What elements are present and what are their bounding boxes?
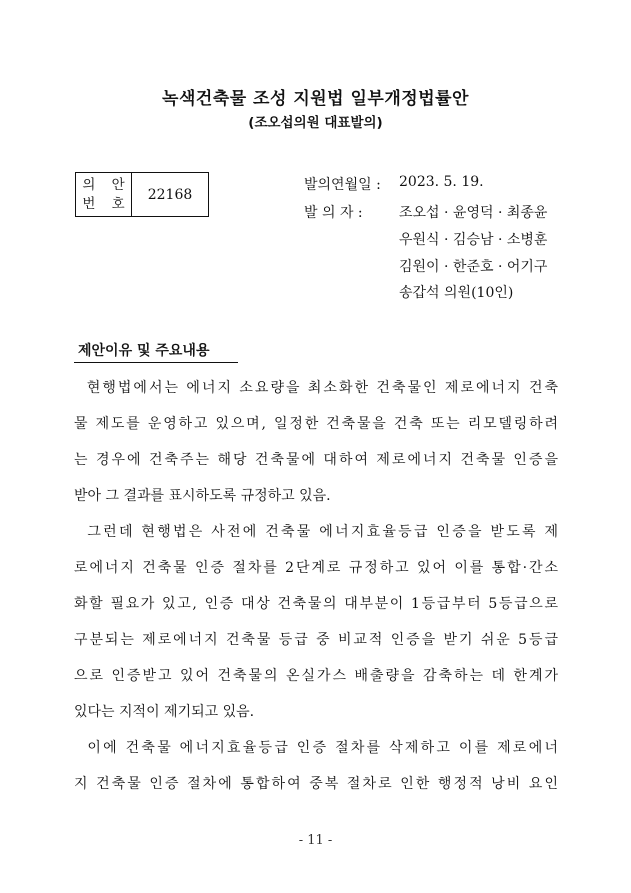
- body-line: 로에너지 건축물 인증 절차를 2단계로 규정하고 있어 이를 통합·간소: [74, 560, 560, 576]
- proposal-date-value: 2023. 5. 19.: [399, 174, 484, 190]
- proposers-line: 송갑석 의원(10인): [399, 285, 514, 301]
- bill-subtitle: (조오섭의원 대표발의): [248, 115, 383, 131]
- body-line: 받아 그 결과를 표시하도록 규정하고 있음.: [74, 488, 331, 504]
- bill-label-line-2: 번 호: [82, 195, 131, 212]
- body-line: 현행법에서는 에너지 소요량을 최소화한 건축물인 제로에너지 건축: [74, 380, 560, 396]
- proposers-line: 우원식 · 김승남 · 소병훈: [399, 232, 548, 248]
- body-line: 그런데 현행법은 사전에 건축물 에너지효율등급 인증을 받도록 제: [74, 524, 561, 540]
- body-line: 지 건축물 인증 절차에 통합하여 중복 절차로 인한 행정적 낭비 요인: [74, 776, 561, 792]
- bill-title: 녹색건축물 조성 지원법 일부개정법률안: [162, 89, 469, 109]
- proposers-line: 조오섭 · 윤영덕 · 최종윤: [399, 205, 548, 221]
- section-heading: 제안이유 및 주요내용: [78, 343, 210, 359]
- body-line: 있다는 지적이 제기되고 있음.: [74, 704, 255, 720]
- body-line: 화할 필요가 있고, 인증 대상 건축물의 대부분이 1등급부터 5등급으로: [74, 596, 560, 612]
- bill-number-box: [75, 172, 209, 217]
- body-line: 는 경우에 건축주는 해당 건축물에 대하여 제로에너지 건축물 인증을: [74, 452, 560, 468]
- proposers-label: 발 의 자 :: [304, 205, 363, 221]
- section-heading-underline: [74, 362, 238, 363]
- bill-number-label: [76, 173, 132, 216]
- body-line: 으로 인증받고 있어 건축물의 온실가스 배출량을 감축하는 데 한계가: [74, 668, 560, 684]
- proposal-date-label: 발의연월일 :: [304, 177, 381, 193]
- bill-label-line-1: 의 안: [82, 176, 131, 193]
- body-line: 물 제도를 운영하고 있으며, 일정한 건축물을 건축 또는 리모델링하려: [74, 416, 560, 432]
- page-number: - 11 -: [298, 833, 333, 848]
- proposers-line: 김원이 · 한준호 · 어기구: [399, 259, 548, 275]
- body-line: 구분되는 제로에너지 건축물 등급 중 비교적 인증을 받기 쉬운 5등급: [74, 632, 560, 648]
- body-line: 이에 건축물 에너지효율등급 인증 절차를 삭제하고 이를 제로에너: [74, 740, 561, 756]
- bill-number-value: 22168: [147, 186, 193, 203]
